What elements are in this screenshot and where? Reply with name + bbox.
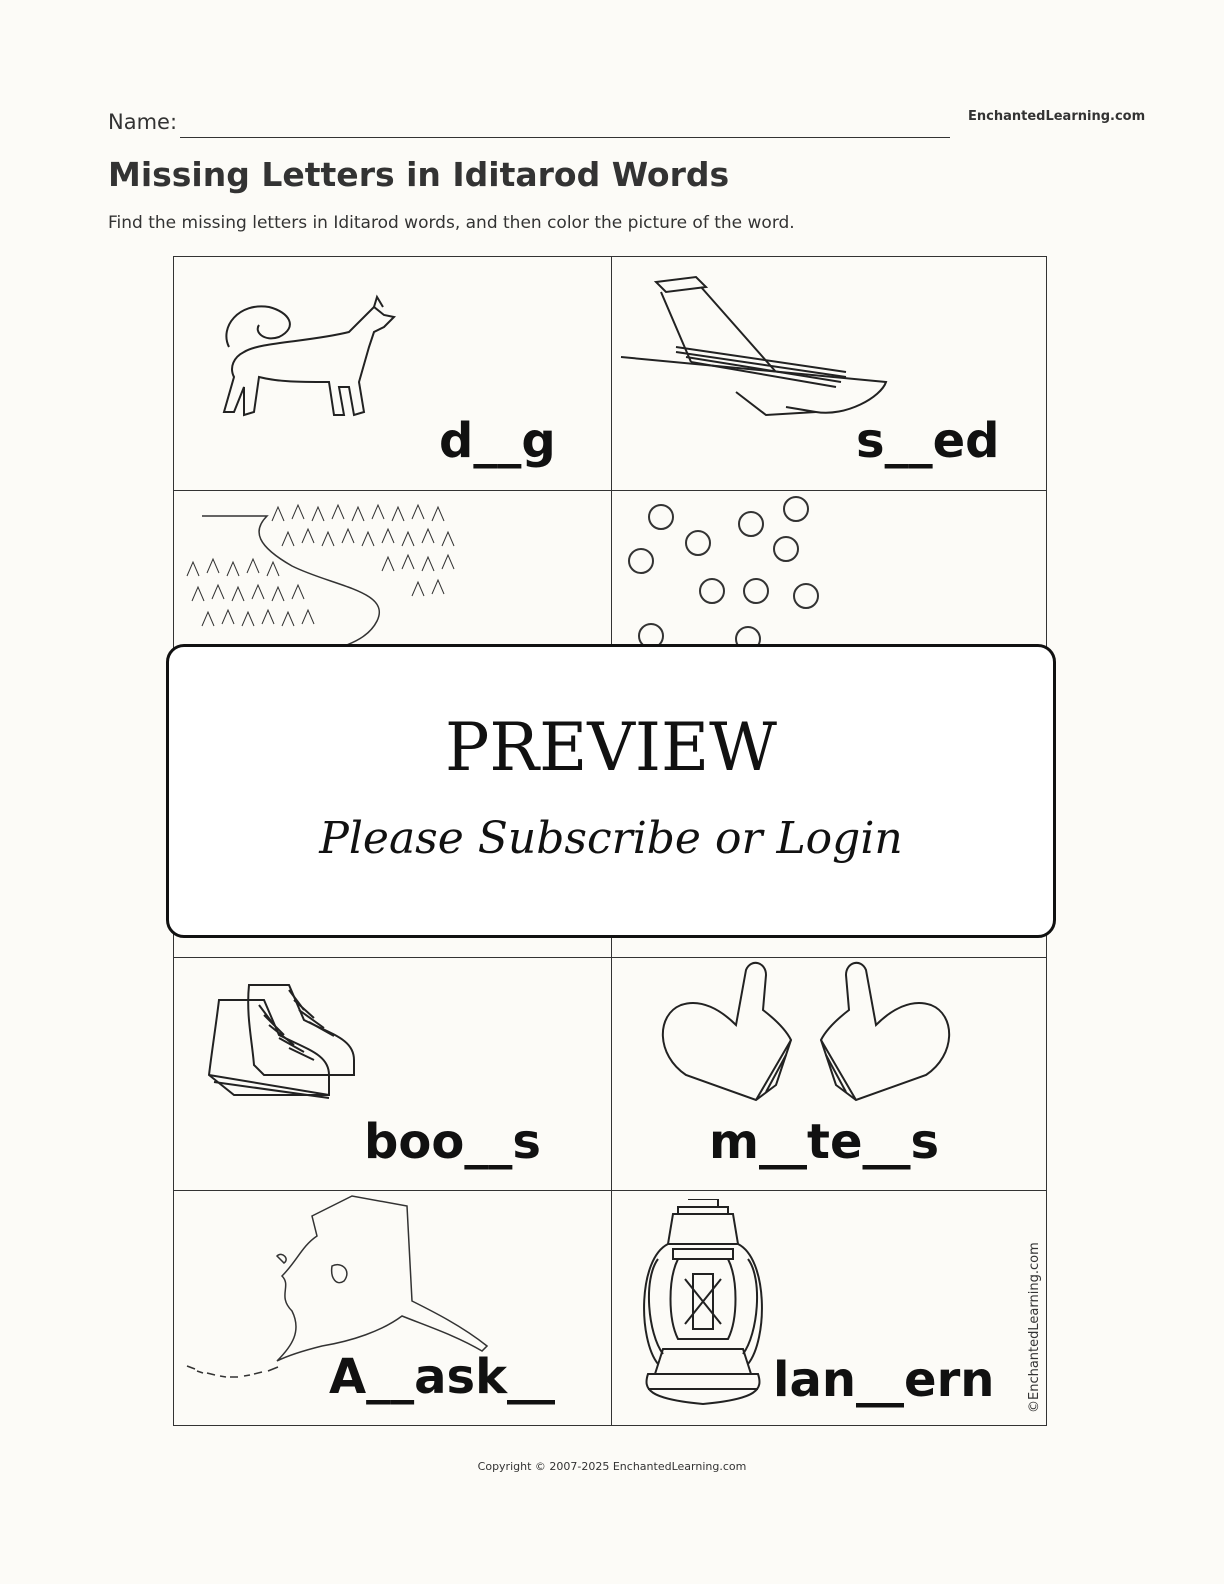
footer-copyright: Copyright © 2007-2025 EnchantedLearning.com <box>477 1460 747 1473</box>
missing-letter-word: boo__s <box>364 1114 541 1170</box>
missing-letter-word: m__te__s <box>709 1114 940 1170</box>
instructions: Find the missing letters in Iditarod words, and then color the picture of the word. <box>108 213 795 233</box>
trail-forest-icon <box>182 491 462 651</box>
preview-title: PREVIEW <box>444 709 778 786</box>
word-cell-mittens <box>611 958 1047 1191</box>
word-cell-alaska <box>174 1191 610 1424</box>
lantern-icon <box>633 1199 773 1414</box>
dog-icon <box>199 287 419 437</box>
missing-letter-word: lan__ern <box>773 1352 995 1408</box>
boots-icon <box>204 980 374 1120</box>
preview-overlay[interactable] <box>166 644 1056 938</box>
missing-letter-word: d__g <box>439 413 556 469</box>
page-title: Missing Letters in Iditarod Words <box>108 155 730 194</box>
word-cell-lantern <box>611 1191 1047 1424</box>
missing-letter-word: s__ed <box>856 413 1000 469</box>
word-cell-sled <box>611 257 1047 490</box>
word-cell-dog <box>174 257 610 490</box>
vertical-copyright: ©EnchantedLearning.com <box>1027 1242 1042 1413</box>
name-label: Name: <box>108 110 178 134</box>
missing-letter-word: A__ask__ <box>329 1349 556 1405</box>
subscribe-login-prompt[interactable]: Please Subscribe or Login <box>319 813 903 864</box>
word-cell-boots <box>174 958 610 1191</box>
name-line <box>180 137 950 138</box>
mittens-icon <box>661 960 971 1110</box>
site-label: EnchantedLearning.com <box>968 109 1146 124</box>
sled-icon <box>616 267 896 427</box>
snowballs-icon <box>626 491 846 651</box>
